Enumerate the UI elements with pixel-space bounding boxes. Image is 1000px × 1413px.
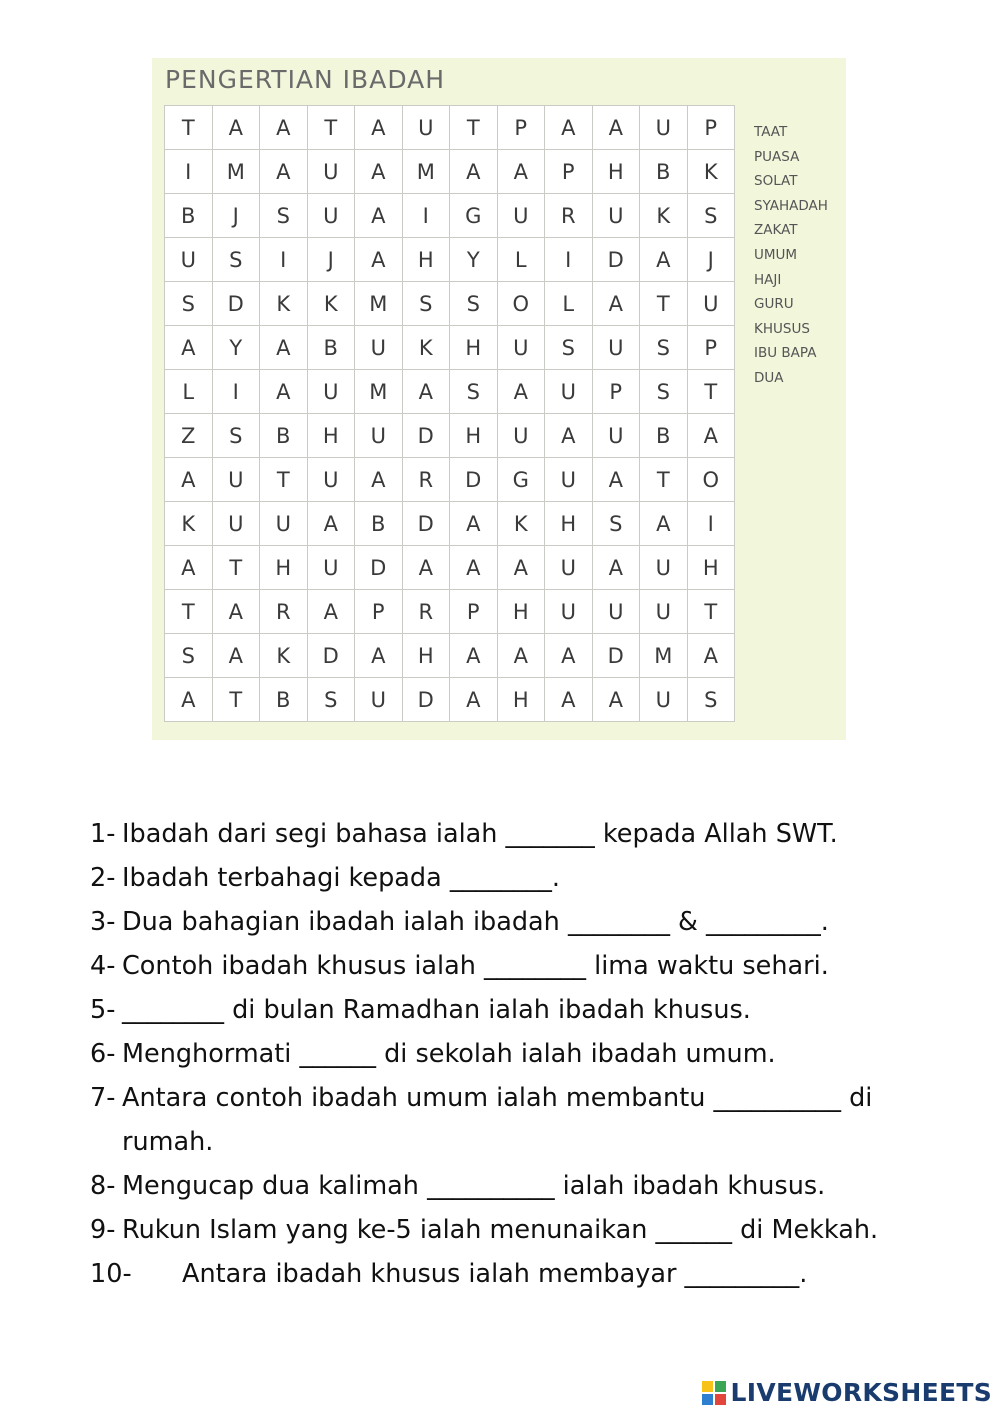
grid-cell: S xyxy=(640,370,688,414)
question-text: ________ di bulan Ramadhan ialah ibadah khusus. xyxy=(122,995,751,1025)
grid-cell: B xyxy=(640,414,688,458)
grid-cell: G xyxy=(498,458,546,502)
grid-cell: T xyxy=(260,458,308,502)
question-number: 8- xyxy=(90,1171,116,1201)
grid-cell: U xyxy=(308,546,356,590)
grid-cell: A xyxy=(260,370,308,414)
grid-cell: D xyxy=(593,634,641,678)
liveworksheets-logo-icon xyxy=(702,1381,726,1405)
grid-cell: H xyxy=(403,238,451,282)
grid-cell: M xyxy=(355,370,403,414)
question-number: 6- xyxy=(90,1039,116,1069)
logo-text: LIVEWORKSHEETS xyxy=(730,1378,992,1407)
grid-cell: U xyxy=(640,678,688,722)
grid-cell: T xyxy=(308,106,356,150)
grid-cell: A xyxy=(308,502,356,546)
word-list-item: IBU BAPA xyxy=(754,345,817,362)
grid-cell: U xyxy=(640,590,688,634)
grid-cell: R xyxy=(403,458,451,502)
grid-cell: A xyxy=(213,634,261,678)
grid-cell: U xyxy=(355,678,403,722)
grid-cell: H xyxy=(498,590,546,634)
question-text: Antara contoh ibadah umum ialah membantu __________ di rumah. xyxy=(122,1083,873,1157)
logo-square xyxy=(715,1394,726,1405)
grid-cell: U xyxy=(688,282,736,326)
grid-cell: A xyxy=(355,634,403,678)
question-item xyxy=(90,944,940,988)
grid-cell: A xyxy=(165,326,213,370)
word-search-panel xyxy=(152,58,846,740)
question-number: 3- xyxy=(90,907,116,937)
grid-cell: D xyxy=(403,502,451,546)
word-list-item: SYAHADAH xyxy=(754,197,828,214)
word-list-item: PUASA xyxy=(754,148,800,165)
grid-cell: H xyxy=(450,414,498,458)
question-number: 2- xyxy=(90,863,116,893)
grid-cell: U xyxy=(545,458,593,502)
grid-cell: H xyxy=(545,502,593,546)
grid-cell: U xyxy=(593,414,641,458)
grid-cell: I xyxy=(545,238,593,282)
grid-cell: S xyxy=(688,678,736,722)
question-text: Antara ibadah khusus ialah membayar _________. xyxy=(182,1259,808,1289)
grid-cell: S xyxy=(308,678,356,722)
question-item xyxy=(90,856,940,900)
grid-cell: O xyxy=(688,458,736,502)
grid-cell: A xyxy=(355,238,403,282)
grid-cell: A xyxy=(403,546,451,590)
grid-cell: A xyxy=(593,678,641,722)
grid-cell: A xyxy=(260,326,308,370)
grid-cell: A xyxy=(498,150,546,194)
grid-cell: K xyxy=(165,502,213,546)
grid-cell: U xyxy=(498,194,546,238)
grid-cell: I xyxy=(260,238,308,282)
grid-cell: U xyxy=(260,502,308,546)
grid-cell: R xyxy=(403,590,451,634)
grid-cell: A xyxy=(355,458,403,502)
grid-cell: A xyxy=(165,678,213,722)
question-number: 9- xyxy=(90,1215,116,1245)
question-text: Ibadah terbahagi kepada ________. xyxy=(122,863,560,893)
grid-cell: T xyxy=(640,282,688,326)
grid-cell: T xyxy=(213,546,261,590)
grid-cell: B xyxy=(260,678,308,722)
word-list xyxy=(754,120,828,391)
question-text: Rukun Islam yang ke-5 ialah menunaikan ______ di Mekkah. xyxy=(122,1215,879,1245)
grid-cell: K xyxy=(308,282,356,326)
grid-cell: T xyxy=(688,590,736,634)
word-list-item: HAJI xyxy=(754,271,782,288)
grid-cell: U xyxy=(545,590,593,634)
grid-cell: U xyxy=(498,414,546,458)
question-text: Contoh ibadah khusus ialah ________ lima waktu sehari. xyxy=(122,951,829,981)
grid-cell: K xyxy=(260,282,308,326)
grid-cell: D xyxy=(213,282,261,326)
grid-cell: T xyxy=(450,106,498,150)
grid-cell: I xyxy=(688,502,736,546)
grid-cell: D xyxy=(450,458,498,502)
word-list-item: DUA xyxy=(754,369,784,386)
question-number: 1- xyxy=(90,819,116,849)
grid-cell: A xyxy=(498,370,546,414)
grid-cell: M xyxy=(403,150,451,194)
grid-cell: P xyxy=(545,150,593,194)
grid-cell: G xyxy=(450,194,498,238)
grid-cell: A xyxy=(688,634,736,678)
puzzle-title: PENGERTIAN IBADAH xyxy=(165,65,446,94)
grid-cell: T xyxy=(165,106,213,150)
grid-cell: K xyxy=(260,634,308,678)
question-item xyxy=(90,1252,940,1296)
question-item xyxy=(90,1032,940,1076)
grid-cell: U xyxy=(498,326,546,370)
grid-cell: B xyxy=(165,194,213,238)
grid-cell: U xyxy=(593,194,641,238)
grid-cell: T xyxy=(165,590,213,634)
grid-cell: L xyxy=(165,370,213,414)
grid-cell: I xyxy=(165,150,213,194)
grid-cell: Z xyxy=(165,414,213,458)
grid-cell: H xyxy=(308,414,356,458)
grid-cell: U xyxy=(640,546,688,590)
grid-cell: U xyxy=(593,326,641,370)
grid-cell: A xyxy=(213,106,261,150)
grid-cell: A xyxy=(260,106,308,150)
grid-cell: D xyxy=(403,678,451,722)
grid-cell: P xyxy=(593,370,641,414)
grid-cell: A xyxy=(403,370,451,414)
grid-cell: A xyxy=(640,238,688,282)
grid-cell: A xyxy=(260,150,308,194)
grid-cell: I xyxy=(213,370,261,414)
grid-cell: A xyxy=(165,546,213,590)
grid-cell: U xyxy=(165,238,213,282)
grid-cell: D xyxy=(355,546,403,590)
question-text: Ibadah dari segi bahasa ialah _______ kepada Allah SWT. xyxy=(122,819,838,849)
question-text: Dua bahagian ibadah ialah ibadah ________ & _________. xyxy=(122,907,829,937)
grid-cell: P xyxy=(498,106,546,150)
grid-cell: U xyxy=(545,370,593,414)
grid-cell: S xyxy=(450,370,498,414)
grid-cell: D xyxy=(593,238,641,282)
grid-cell: K xyxy=(498,502,546,546)
grid-cell: P xyxy=(688,326,736,370)
grid-cell: A xyxy=(165,458,213,502)
grid-cell: O xyxy=(498,282,546,326)
grid-cell: S xyxy=(545,326,593,370)
grid-cell: U xyxy=(308,194,356,238)
grid-cell: J xyxy=(213,194,261,238)
question-text: Mengucap dua kalimah __________ ialah ibadah khusus. xyxy=(122,1171,826,1201)
grid-cell: S xyxy=(260,194,308,238)
grid-cell: U xyxy=(213,502,261,546)
grid-cell: A xyxy=(498,546,546,590)
question-item xyxy=(90,988,940,1032)
grid-cell: T xyxy=(213,678,261,722)
grid-cell: T xyxy=(640,458,688,502)
grid-cell: S xyxy=(213,238,261,282)
grid-cell: A xyxy=(450,634,498,678)
grid-cell: R xyxy=(545,194,593,238)
question-number: 5- xyxy=(90,995,116,1025)
grid-cell: D xyxy=(403,414,451,458)
word-list-item: UMUM xyxy=(754,246,798,263)
grid-cell: S xyxy=(165,634,213,678)
grid-cell: H xyxy=(498,678,546,722)
letter-grid xyxy=(164,105,735,722)
question-text: Menghormati ______ di sekolah ialah ibadah umum. xyxy=(122,1039,776,1069)
grid-cell: P xyxy=(450,590,498,634)
grid-cell: A xyxy=(308,590,356,634)
grid-cell: H xyxy=(260,546,308,590)
question-number: 7- xyxy=(90,1083,116,1113)
word-list-item: ZAKAT xyxy=(754,222,798,239)
question-number: 10- xyxy=(90,1259,132,1289)
grid-cell: A xyxy=(545,678,593,722)
grid-cell: L xyxy=(545,282,593,326)
grid-cell: S xyxy=(450,282,498,326)
grid-cell: A xyxy=(355,194,403,238)
grid-cell: J xyxy=(308,238,356,282)
liveworksheets-logo xyxy=(702,1378,992,1407)
word-list-item: GURU xyxy=(754,296,794,313)
grid-cell: K xyxy=(640,194,688,238)
grid-cell: U xyxy=(355,414,403,458)
grid-cell: K xyxy=(688,150,736,194)
grid-cell: U xyxy=(308,150,356,194)
grid-cell: A xyxy=(450,150,498,194)
logo-square xyxy=(715,1381,726,1392)
grid-cell: A xyxy=(593,106,641,150)
grid-cell: B xyxy=(260,414,308,458)
grid-cell: I xyxy=(403,194,451,238)
grid-cell: R xyxy=(260,590,308,634)
grid-cell: U xyxy=(403,106,451,150)
logo-square xyxy=(702,1381,713,1392)
word-list-item: KHUSUS xyxy=(754,320,810,337)
grid-cell: A xyxy=(593,458,641,502)
grid-cell: A xyxy=(640,502,688,546)
grid-cell: A xyxy=(593,546,641,590)
grid-cell: A xyxy=(545,414,593,458)
grid-cell: K xyxy=(403,326,451,370)
word-list-item: SOLAT xyxy=(754,173,798,190)
grid-cell: A xyxy=(688,414,736,458)
grid-cell: A xyxy=(545,106,593,150)
question-item xyxy=(90,1208,940,1252)
grid-cell: T xyxy=(688,370,736,414)
grid-cell: H xyxy=(593,150,641,194)
grid-cell: U xyxy=(308,370,356,414)
grid-cell: A xyxy=(355,106,403,150)
question-number: 4- xyxy=(90,951,116,981)
word-list-item: TAAT xyxy=(754,124,788,140)
grid-cell: M xyxy=(640,634,688,678)
grid-cell: M xyxy=(355,282,403,326)
grid-cell: H xyxy=(403,634,451,678)
grid-cell: A xyxy=(450,502,498,546)
grid-cell: S xyxy=(165,282,213,326)
grid-cell: P xyxy=(355,590,403,634)
grid-cell: U xyxy=(213,458,261,502)
grid-cell: S xyxy=(593,502,641,546)
grid-cell: A xyxy=(498,634,546,678)
grid-cell: Y xyxy=(450,238,498,282)
question-list xyxy=(90,812,940,1296)
grid-cell: A xyxy=(450,546,498,590)
grid-cell: A xyxy=(545,634,593,678)
grid-cell: S xyxy=(403,282,451,326)
grid-cell: A xyxy=(450,678,498,722)
grid-cell: Y xyxy=(213,326,261,370)
grid-cell: D xyxy=(308,634,356,678)
grid-cell: U xyxy=(593,590,641,634)
grid-cell: B xyxy=(308,326,356,370)
grid-cell: M xyxy=(213,150,261,194)
question-item xyxy=(90,900,940,944)
grid-cell: S xyxy=(640,326,688,370)
grid-cell: B xyxy=(640,150,688,194)
grid-cell: U xyxy=(355,326,403,370)
grid-cell: B xyxy=(355,502,403,546)
question-item xyxy=(90,812,940,856)
grid-cell: S xyxy=(213,414,261,458)
question-item xyxy=(90,1164,940,1208)
grid-cell: A xyxy=(593,282,641,326)
logo-square xyxy=(702,1394,713,1405)
grid-cell: U xyxy=(308,458,356,502)
grid-cell: A xyxy=(355,150,403,194)
grid-cell: U xyxy=(640,106,688,150)
grid-cell: H xyxy=(450,326,498,370)
grid-cell: S xyxy=(688,194,736,238)
grid-cell: A xyxy=(213,590,261,634)
grid-cell: L xyxy=(498,238,546,282)
grid-cell: H xyxy=(688,546,736,590)
grid-cell: U xyxy=(545,546,593,590)
grid-cell: P xyxy=(688,106,736,150)
grid-cell: J xyxy=(688,238,736,282)
question-item xyxy=(90,1076,940,1164)
